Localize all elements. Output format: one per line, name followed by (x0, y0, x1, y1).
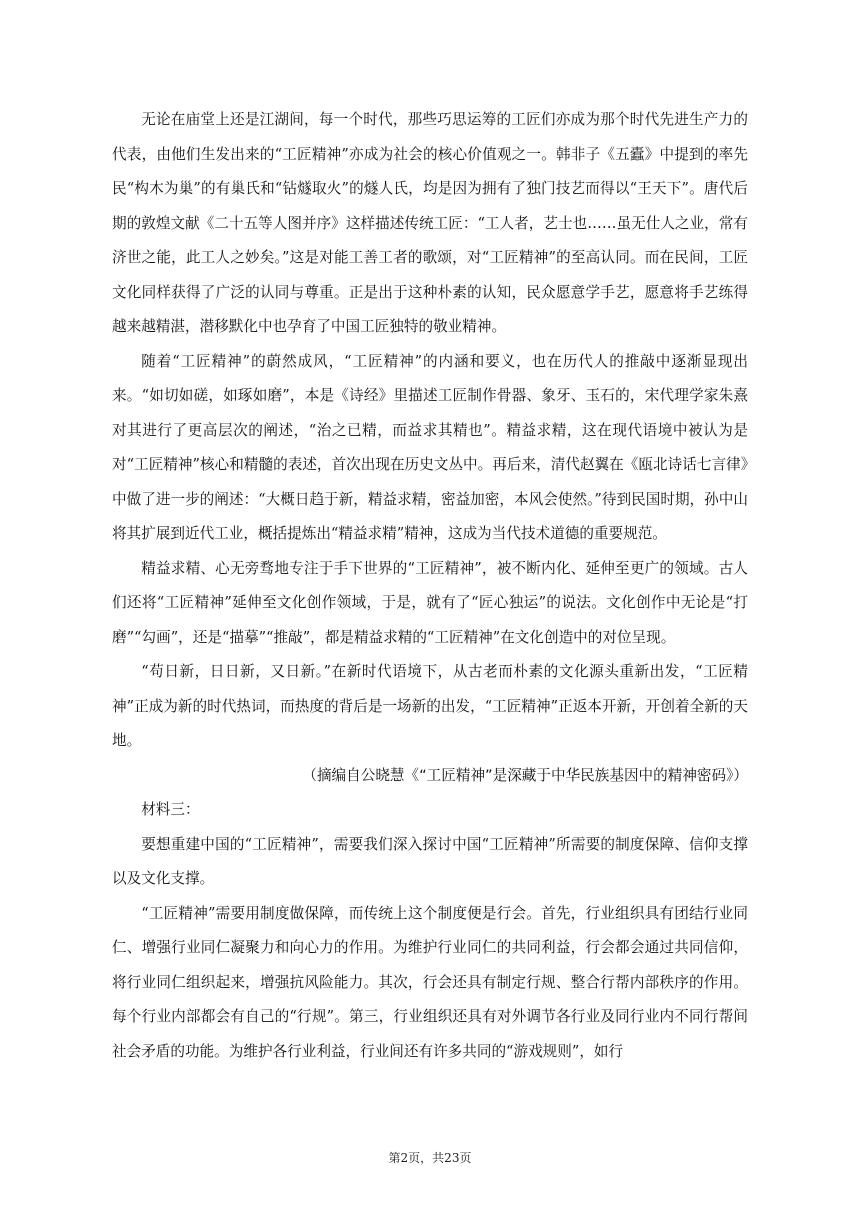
paragraph-craftsman-renewal: “苟日新，日日新，又日新。”在新时代语境下，从古老而朴素的文化源头重新出发，“工匠精神”正成为新的时代热词，而热度的背后是一场新的出发，“工匠精神”正返本开新，开创着全新的天地。 (112, 663, 748, 749)
paragraph-craftsman-meaning: 随着“工匠精神”的蔚然成风，“工匠精神”的内涵和要义，也在历代人的推敲中逐渐显现出来。“如切如磋，如琢如磨”，本是《诗经》里描述工匠制作骨器、象牙、玉石的，宋代理学家朱熹对其进行了更高层次的阐述，“治之已精，而益求其精也”。精益求精，这在现代语境中被认为是对“工匠精神”核心和精髓的表述，首次出现在历史文丛中。再后来，清代赵翼在《瓯北诗话七言律》中做了进一步的阐述：“大概日趋于新，精益求精，密益加密，本风会使然。”待到民国时期，孙中山将其扩展到近代工业，概括提炼出“精益求精”精神，这成为当代技术道德的重要规范。 (112, 352, 748, 542)
paragraph-guild-system: “工匠精神”需要用制度做保障，而传统上这个制度便是行会。首先，行业组织具有团结行业同仁、增强行业同仁凝聚力和向心力的作用。为维护行业同仁的共同利益，行会都会通过共同信仰，将行业同仁组织起来，增强抗风险能力。其次，行会还具有制定行规、整合行帮内部秩序的作用。每个行业内部都会有自己的“行规”。第三，行业组织还具有对外调节各行业及同行业内不同行帮间社会矛盾的功能。为维护各行业利益，行业间还有许多共同的“游戏规则”，如行 (112, 904, 748, 1060)
paragraph-craftsman-extension: 精益求精、心无旁骛地专注于手下世界的“工匠精神”，被不断内化、延伸至更广的领域。古人们还将“工匠精神”延伸至文化创作领域，于是，就有了“匠心独运”的说法。文化创作中无论是“打磨”“勾画”，还是“描摹”“推敲”，都是精益求精的“工匠精神”在文化创造中的对位呈现。 (112, 559, 748, 646)
page-number: 第2页，共23页 (388, 1151, 472, 1165)
material-label: 材料三： (141, 801, 200, 818)
source-citation: （摘编自公晓慧《“工匠精神”是深藏于中华民族基因中的精神密码》） (302, 766, 748, 784)
paragraph-craftsman-history: 无论在庙堂上还是江湖间，每一个时代，那些巧思运筹的工匠们亦成为那个时代先进生产力的代表，由他们生发出来的“工匠精神”亦成为社会的核心价值观之一。韩非子《五蠹》中提到的率先民“构木为巢”的有巢氏和“钻燧取火”的燧人氏，均是因为拥有了独门技艺而得以“王天下”。唐代后期的敦煌文献《二十五等人图并序》这样描述传统工匠：“工人者，艺士也……虽无仕人之业，常有济世之能，此工人之妙矣。”这是对能工善工者的歌颂，对“工匠精神”的至高认同。而在民间，工匠文化同样获得了广泛的认同与尊重。正是出于这种朴素的认知，民众愿意学手艺，愿意将手艺练得越来越精湛，潜移默化中也孕育了中国工匠独特的敬业精神。 (112, 111, 748, 335)
paragraph-rebuild-intro: 要想重建中国的“工匠精神”，需要我们深入探讨中国“工匠精神”所需要的制度保障、信仰支撑以及文化支撑。 (112, 835, 748, 887)
document-body (112, 103, 748, 1069)
